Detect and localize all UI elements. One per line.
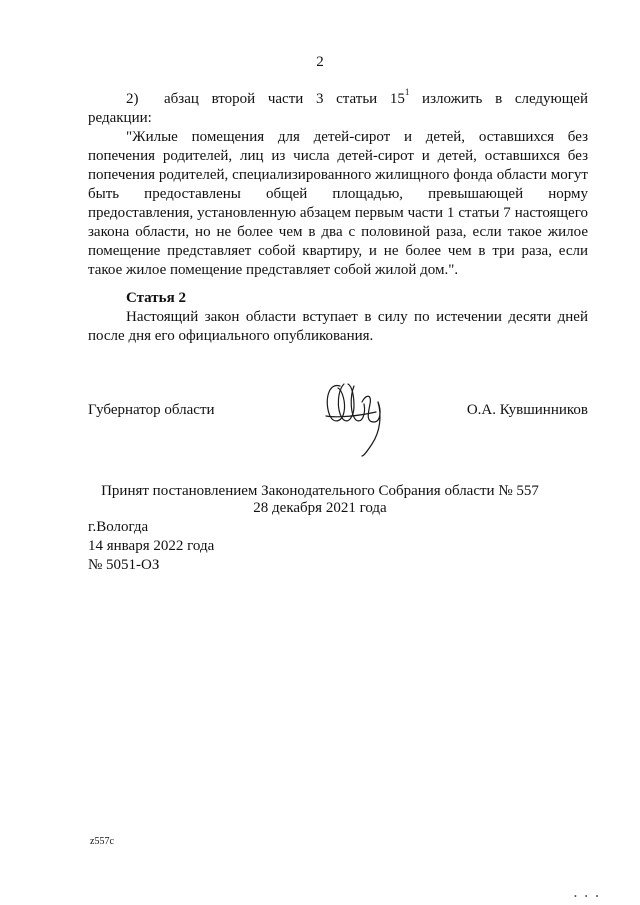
article-line: Настоящий закон области вступает в силу по истечении десяти дней <box>126 309 588 325</box>
body-line: такое жилое помещение представляет собой жилой дом.". <box>88 262 459 278</box>
handwritten-signature <box>318 372 390 458</box>
law-number: № 5051-ОЗ <box>88 557 160 573</box>
body-line: предоставления, установленную абзацем первым части 1 статьи 7 настоящего <box>88 205 588 221</box>
city: г.Вологда <box>88 519 149 535</box>
signatory-name: О.А. Кувшинников <box>466 402 588 418</box>
document-code: z557c <box>90 836 114 847</box>
body-line: попечения родителей, специализированного жилищного фонда области могут <box>88 167 588 183</box>
body-line: редакции: <box>88 110 152 126</box>
body-line: помещение представляет собой квартиру, и не более чем в три раза, если <box>88 243 588 259</box>
item-intro <box>164 87 588 109</box>
body-line: закона области, но не более чем в два с половиной раза, если такое жилое <box>88 224 588 240</box>
adoption-line: Принят постановлением Законодательного Собрания области № 557 <box>101 483 539 499</box>
page-number: 2 <box>316 54 324 70</box>
item-intro-superscript: 1 <box>404 87 410 97</box>
body-line: быть предоставлены общей площадью, превышающей норму <box>88 186 588 202</box>
body-line: попечения родителей, лиц из числа детей-сирот и детей, оставшихся без <box>88 148 588 164</box>
margin-marks: • • • <box>574 892 602 901</box>
item-number: 2) <box>126 91 139 107</box>
article-line: после дня его официального опубликования. <box>88 328 374 344</box>
body-line: "Жилые помещения для детей-сирот и детей, оставшихся без <box>126 129 588 145</box>
signatory-position: Губернатор области <box>88 402 215 418</box>
item-intro-text: абзац второй части 3 статьи 15 <box>164 91 405 107</box>
signing-date: 14 января 2022 года <box>88 538 215 554</box>
article-heading: Статья 2 <box>126 290 186 306</box>
adoption-date: 28 декабря 2021 года <box>253 500 387 516</box>
item-intro-tail: изложить в следующей <box>422 91 588 107</box>
